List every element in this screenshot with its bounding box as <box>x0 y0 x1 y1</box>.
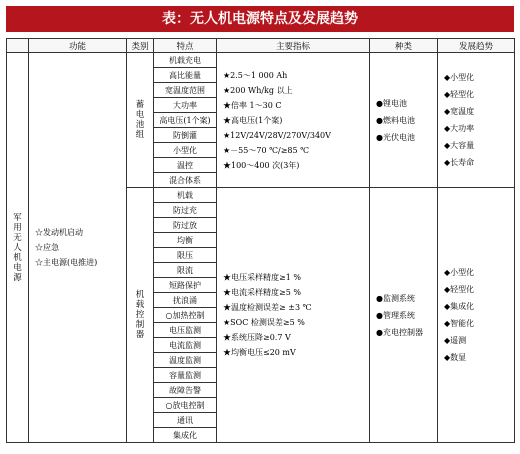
header-feature: 特点 <box>154 39 217 53</box>
table-row <box>7 53 515 68</box>
header-indicator: 主要指标 <box>217 39 370 53</box>
domain-label-cell <box>7 53 29 443</box>
feature-cell: 电压监测 <box>154 323 217 338</box>
category-cell <box>127 53 154 188</box>
feature-cell: 限压 <box>154 248 217 263</box>
trend-cell <box>438 188 515 443</box>
indicator-item: ★12V/24V/28V/270V/340V <box>223 130 331 140</box>
feature-cell: ○放电控制 <box>154 398 217 413</box>
trend-item: ◆小型化 <box>444 73 475 82</box>
header-row <box>7 39 515 53</box>
trend-item: ◆小型化 <box>444 268 475 277</box>
header-blank <box>7 39 29 53</box>
type-item: ●管理系统 <box>376 310 415 320</box>
indicator-item: ★电流采样精度≥5 % <box>223 288 301 297</box>
indicator-item: ★－55～70 ℃/≥85 ℃ <box>223 145 310 155</box>
trend-item: ◆大功率 <box>444 124 475 133</box>
feature-cell: 高比能量 <box>154 68 217 83</box>
feature-cell: 机载 <box>154 188 217 203</box>
feature-cell: 短路保护 <box>154 278 217 293</box>
function-item: ☆发动机启动 <box>35 228 83 237</box>
feature-cell: 防倒灌 <box>154 128 217 143</box>
type-cell <box>370 53 438 188</box>
indicator-item: ★系统压降≥0.7 V <box>223 333 291 342</box>
trend-item: ◆集成化 <box>444 302 475 311</box>
feature-cell: 故障告警 <box>154 383 217 398</box>
trend-cell <box>438 53 515 188</box>
type-item: ●燃料电池 <box>376 115 415 125</box>
function-item: ☆主电源(电推进) <box>35 258 98 267</box>
function-item: ☆应急 <box>35 243 59 252</box>
feature-cell: 限流 <box>154 263 217 278</box>
type-item: ●充电控制器 <box>376 327 423 337</box>
trend-item: ◆轻型化 <box>444 285 475 294</box>
domain-label: 军用无人机电源 <box>13 212 22 283</box>
indicator-item: ★高电压(1个案) <box>223 115 283 125</box>
category-label: 蓄电池组 <box>135 100 145 140</box>
feature-cell: 高电压(1个案) <box>154 113 217 128</box>
feature-cell: 宽温度范围 <box>154 83 217 98</box>
indicator-item: ★电压采样精度≥1 % <box>223 273 301 282</box>
indicator-item: ★温度检测误差≥ ±3 ℃ <box>223 303 312 312</box>
feature-cell: ○加热控制 <box>154 308 217 323</box>
type-item: ●光伏电池 <box>376 132 415 142</box>
feature-cell: 机载充电 <box>154 53 217 68</box>
indicator-item: ★SOC 检测误差≥5 % <box>223 318 305 327</box>
feature-cell: 温控 <box>154 158 217 173</box>
feature-cell: 小型化 <box>154 143 217 158</box>
indicator-item: ★均衡电压≤20 mV <box>223 348 296 357</box>
feature-cell: 防过放 <box>154 218 217 233</box>
type-item: ●监测系统 <box>376 293 415 303</box>
table-title: 表：无人机电源特点及发展趋势 <box>6 6 514 32</box>
feature-cell: 大功率 <box>154 98 217 113</box>
indicator-item: ★倍率 1～30 C <box>223 100 282 110</box>
feature-cell: 均衡 <box>154 233 217 248</box>
feature-cell: 容量监测 <box>154 368 217 383</box>
feature-cell: 混合体系 <box>154 173 217 188</box>
indicator-cell <box>217 188 370 443</box>
type-item: ●锂电池 <box>376 98 407 108</box>
trend-item: ◆轻型化 <box>444 90 475 99</box>
feature-cell: 电流监测 <box>154 338 217 353</box>
feature-cell: 温度监测 <box>154 353 217 368</box>
category-label: 机载控制器 <box>135 290 145 340</box>
header-category: 类别 <box>127 39 154 53</box>
indicator-cell <box>217 53 370 188</box>
trend-item: ◆长寿命 <box>444 158 475 167</box>
trend-item: ◆大容量 <box>444 141 475 150</box>
category-cell <box>127 188 154 443</box>
power-features-table <box>6 38 515 443</box>
trend-item: ◆宽温度 <box>444 107 475 116</box>
function-cell <box>29 53 127 443</box>
feature-cell: 通讯 <box>154 413 217 428</box>
type-cell <box>370 188 438 443</box>
feature-cell: 集成化 <box>154 428 217 443</box>
indicator-item: ★200 Wh/kg 以上 <box>223 85 293 95</box>
indicator-item: ★2.5～1 000 Ah <box>223 70 288 80</box>
feature-cell: 扰浪涌 <box>154 293 217 308</box>
indicator-item: ★100～400 次(3年) <box>223 160 300 170</box>
trend-item: ◆遥测 <box>444 336 467 345</box>
header-type: 种类 <box>370 39 438 53</box>
header-trend: 发展趋势 <box>438 39 515 53</box>
feature-cell: 防过充 <box>154 203 217 218</box>
trend-item: ◆数显 <box>444 353 467 362</box>
header-function: 功能 <box>29 39 127 53</box>
trend-item: ◆智能化 <box>444 319 475 328</box>
